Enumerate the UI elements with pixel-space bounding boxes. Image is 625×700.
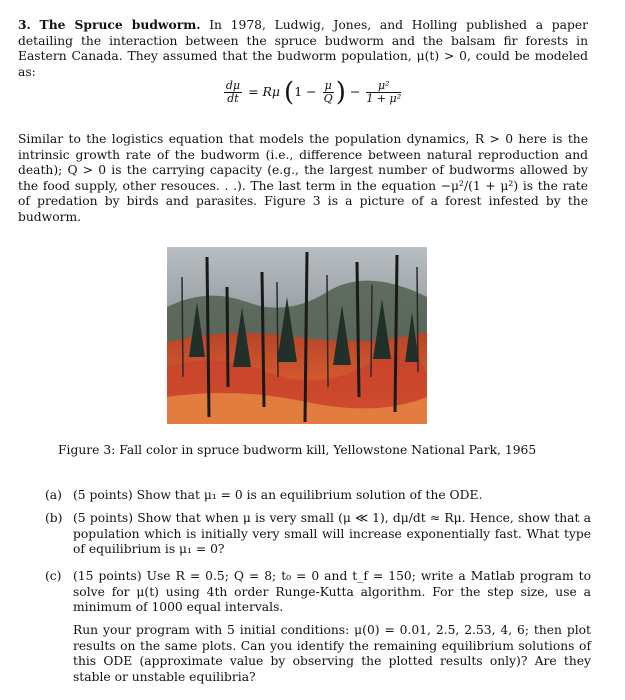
equals-r-mu: = Rμ <box>248 84 281 99</box>
problem-intro <box>18 17 588 80</box>
forest-photo <box>167 247 427 424</box>
part-a-text: (5 points) Show that μ₁ = 0 is an equilibrium solution of the ODE. <box>73 488 483 502</box>
part-b <box>45 511 591 558</box>
lhs-fraction: $\frac{d\mu}{dt}$ <box>225 79 241 105</box>
part-c-continuation: Run your program with 5 initial conditions: μ(0) = 0.01, 2.5, 2.53, 4, 6; then plot results on the same plots. Can you identify the remaining equilibrium solutions of this ODE (approximate value by observing the plotted results only)? Are they stable or unstable equilibria? <box>73 623 591 684</box>
inner-fraction: $\frac{\mu}{Q}$ <box>323 79 333 105</box>
part-c <box>45 569 591 616</box>
predation-fraction: $\frac{\text{μ²}}{\text{1 + μ²}}$ <box>366 79 402 105</box>
part-c-label: (c) <box>45 569 62 583</box>
part-a <box>45 488 591 504</box>
problem-title: The Spruce budworm. <box>39 17 201 32</box>
part-b-text: (5 points) Show that when μ is very small (μ ≪ 1), dμ/dt ≈ Rμ. Hence, show that a population which is initially very small will increase exponentially fast. What type of equilibrium is μ₁ = 0? <box>73 511 591 557</box>
part-c-text: (15 points) Use R = 0.5; Q = 8; t₀ = 0 and t_f = 150; write a Matlab program to solve for μ(t) using 4th order Runge-Kutta algorithm. For the step size, use a minimum of 1000 equal intervals. <box>73 569 591 615</box>
ode-equation: $\frac{d\mu}{dt}$ = Rμ (1 − $\frac{\mu}{Q}$ ) − $\frac{\text{μ²}}{\text{1 + μ²}}$ <box>225 77 402 108</box>
description-paragraph: Similar to the logistics equation that models the population dynamics, R > 0 here is the intrinsic growth rate of the budworm (i.e., difference between natural reproduction and death); Q > 0 is the carrying capacity (e.g., the largest number of budworms allowed by the food supply, other resouces. . .). The last term in the equation −μ²/(1 + μ²) is the rate of predation by birds and parasites. Figure 3 is a picture of a forest infested by the budworm. <box>18 132 588 224</box>
intro-text: In 1978, Ludwig, Jones, and Holling published a paper detailing the interaction between the spruce budworm and the balsam fir forests in Eastern Canada. They assumed that the budworm population, μ(t) > 0, could be modeled as: <box>18 18 588 79</box>
problem-number: 3. <box>18 17 31 32</box>
part-b-label: (b) <box>45 511 63 525</box>
part-a-label: (a) <box>45 488 62 502</box>
figure-caption: Figure 3: Fall color in spruce budworm kill, Yellowstone National Park, 1965 <box>58 443 537 457</box>
